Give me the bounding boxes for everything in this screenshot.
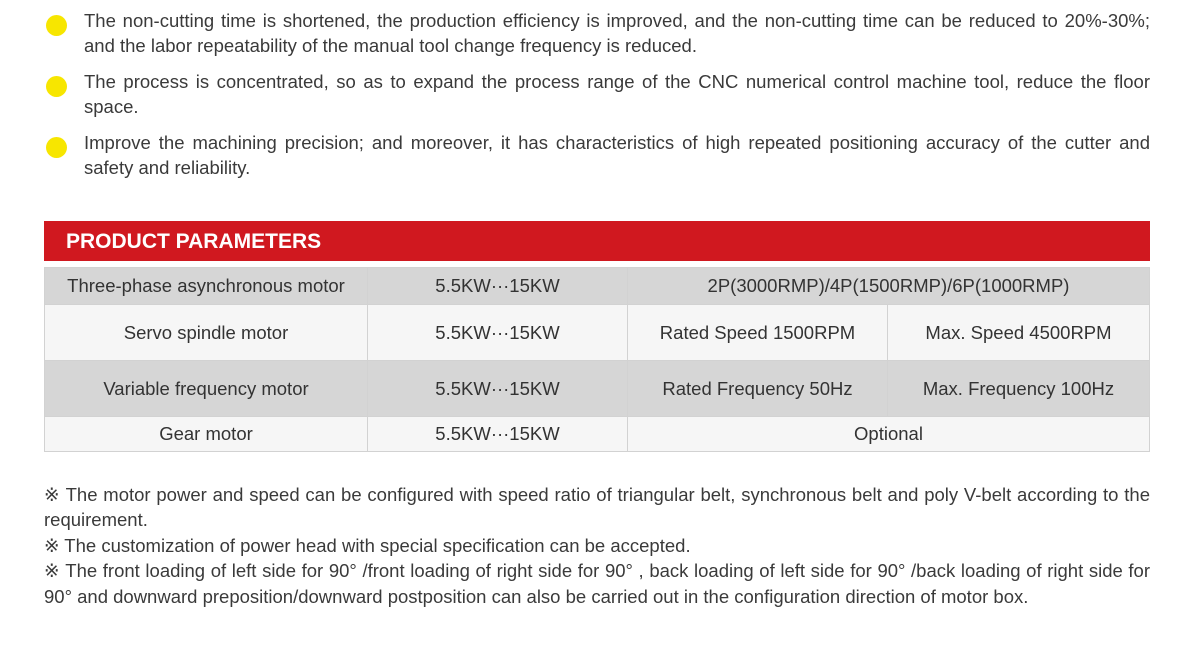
feature-text: Improve the machining precision; and moreover, it has characteristics of high repeated positioning accuracy of the cutter and safety and reliability. [84,132,1150,178]
bullet-dot-icon [46,15,67,36]
spec-cell: Max. Speed 4500RPM [888,305,1150,361]
table-row [45,305,1150,361]
list-item [44,130,1150,180]
spec-cell: 2P(3000RMP)/4P(1500RMP)/6P(1000RMP) [628,268,1150,305]
power-cell: 5.5KW···15KW [368,268,628,305]
note-item: ※ The motor power and speed can be configured with speed ratio of triangular belt, synchronous belt and poly V-belt according to the requirement. [44,484,1150,531]
power-cell: 5.5KW···15KW [368,361,628,417]
feature-text: The non-cutting time is shortened, the production efficiency is improved, and the non-cutting time can be reduced to 20%-30%; and the labor repeatability of the manual tool change frequency is reduced. [84,10,1150,56]
spec-cell: Max. Frequency 100Hz [888,361,1150,417]
spec-cell: Optional [628,417,1150,452]
bullet-dot-icon [46,137,67,158]
table-row [45,417,1150,452]
spec-cell: Rated Frequency 50Hz [628,361,888,417]
notes [44,482,1150,609]
motor-cell: Variable frequency motor [45,361,368,417]
power-cell: 5.5KW···15KW [368,417,628,452]
motor-cell: Three-phase asynchronous motor [45,268,368,305]
list-item [44,69,1150,119]
note-item: ※ The front loading of left side for 90° /front loading of right side for 90° , back loading of left side for 90° /back loading of right side for 90° and downward preposition/downward postposition can also be carried out in the configuration direction of motor box. [44,560,1150,607]
table-row [45,361,1150,417]
feature-list [44,8,1150,180]
spec-cell: Rated Speed 1500RPM [628,305,888,361]
bullet-dot-icon [46,76,67,97]
motor-cell: Servo spindle motor [45,305,368,361]
motor-cell: Gear motor [45,417,368,452]
section-title: PRODUCT PARAMETERS [44,221,1150,261]
list-item [44,8,1150,58]
feature-text: The process is concentrated, so as to expand the process range of the CNC numerical control machine tool, reduce the floor space. [84,71,1150,117]
table-row [45,268,1150,305]
note-item: ※ The customization of power head with special specification can be accepted. [44,534,691,556]
parameters-table [44,267,1150,452]
power-cell: 5.5KW···15KW [368,305,628,361]
